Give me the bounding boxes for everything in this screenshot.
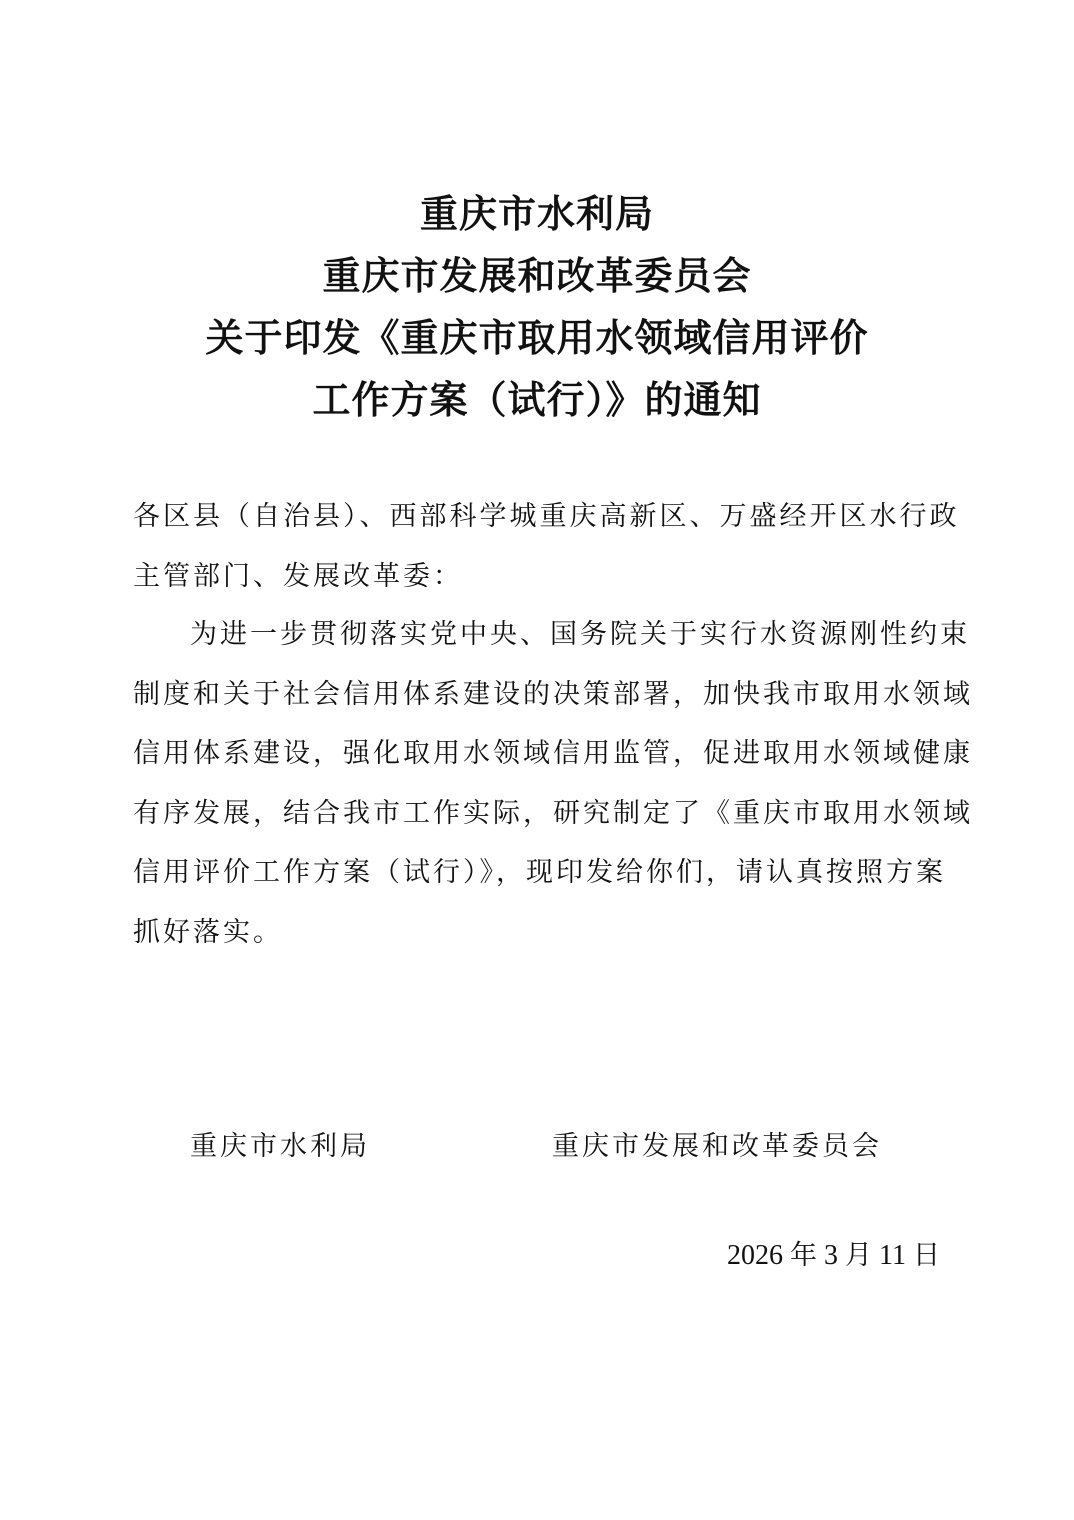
date-year-unit: 年 [790, 1240, 818, 1271]
date-month: 3 [824, 1240, 839, 1271]
date-month-unit: 月 [845, 1240, 873, 1271]
title-line: 重庆市发展和改革委员会 [322, 253, 752, 298]
paragraph-line: 有序发展，结合我市工作实际，研究制定了《重庆市取用水领域 [133, 798, 973, 829]
title-line: 关于印发《重庆市取用水领域信用评价 [205, 315, 869, 360]
date-day-unit: 日 [913, 1240, 940, 1271]
signature-right: 重庆市发展和改革委员会 [552, 1131, 882, 1162]
paragraph-line: 信用评价工作方案（试行）》，现印发给你们，请认真按照方案 [133, 857, 946, 888]
paragraph-line: 信用体系建设，强化取用水领域信用监管，促进取用水领域健康 [133, 738, 973, 769]
title-line: 工作方案（试行）》的通知 [312, 377, 762, 422]
date-year: 2026 [727, 1240, 784, 1271]
paragraph-line: 为进一步贯彻落实党中央、国务院关于实行水资源刚性约束 [190, 619, 970, 650]
addressee-line: 主管部门、发展改革委： [133, 561, 463, 592]
issue-date [727, 1236, 940, 1276]
signature-left: 重庆市水利局 [190, 1131, 370, 1162]
paragraph-line: 制度和关于社会信用体系建设的决策部署，加快我市取用水领域 [133, 679, 973, 710]
addressee-line: 各区县（自治县）、西部科学城重庆高新区、万盛经开区水行政 [133, 501, 960, 532]
paragraph-line: 抓好落实。 [133, 917, 283, 948]
title-line: 重庆市水利局 [419, 191, 654, 236]
document-title [0, 183, 1074, 431]
date-day: 11 [879, 1240, 906, 1271]
